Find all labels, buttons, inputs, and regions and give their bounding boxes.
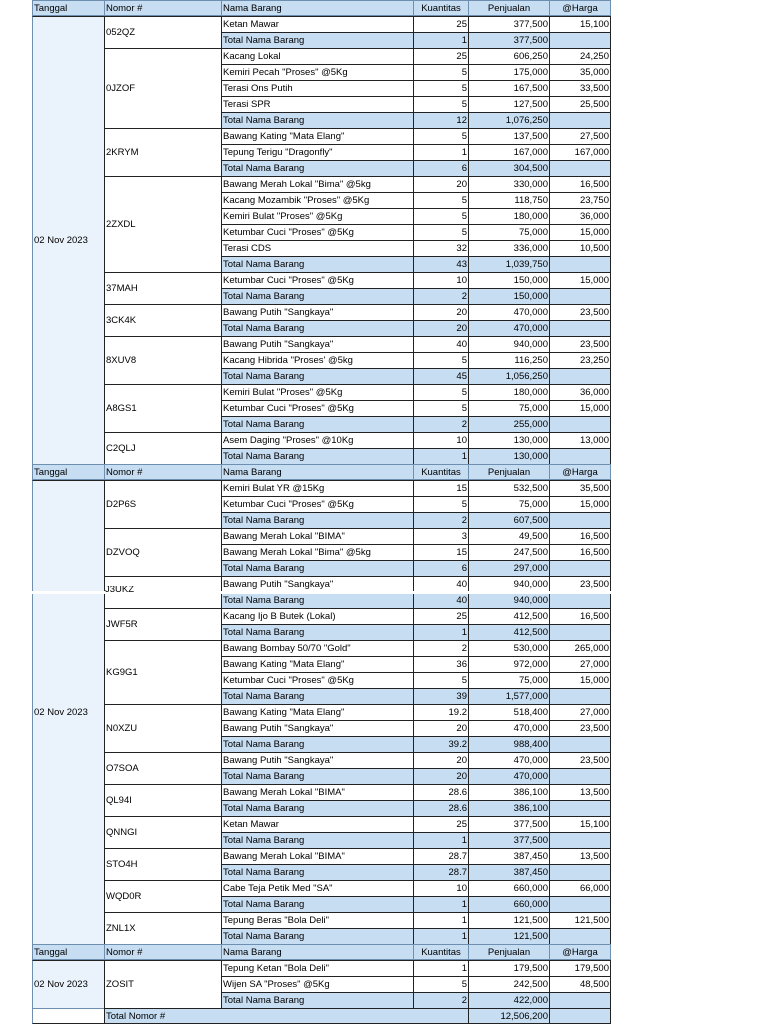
item-name: Ketan Mawar	[221, 816, 413, 832]
subtotal-label: Total Nama Barang	[221, 832, 413, 848]
item-name: Bawang Merah Lokal "Bima" @5kg	[221, 176, 413, 192]
item-name: Kacang Lokal	[221, 48, 413, 64]
subtotal-price	[549, 368, 611, 384]
header-penjualan: Penjualan	[468, 464, 549, 480]
item-sales: 377,500	[468, 816, 549, 832]
subtotal-price	[549, 592, 611, 608]
item-sales: 940,000	[468, 336, 549, 352]
header-harga: @Harga	[549, 464, 611, 480]
header-kuantitas: Kuantitas	[413, 0, 468, 16]
subtotal-quantity: 2	[413, 992, 468, 1008]
item-unit-price: 15,100	[549, 16, 611, 32]
item-name: Bawang Putih "Sangkaya"	[221, 752, 413, 768]
item-name: Kemiri Bulat YR @15Kg	[221, 480, 413, 496]
item-sales: 532,500	[468, 480, 549, 496]
item-unit-price: 24,250	[549, 48, 611, 64]
header-harga: @Harga	[549, 944, 611, 960]
order-number: C2QLJ	[104, 432, 221, 464]
subtotal-label: Total Nama Barang	[221, 112, 413, 128]
subtotal-sales: 255,000	[468, 416, 549, 432]
item-unit-price: 23,250	[549, 352, 611, 368]
item-name: Ketan Mawar	[221, 16, 413, 32]
item-unit-price: 16,500	[549, 176, 611, 192]
subtotal-sales: 377,500	[468, 32, 549, 48]
item-unit-price: 121,500	[549, 912, 611, 928]
item-unit-price: 15,000	[549, 224, 611, 240]
item-unit-price: 15,000	[549, 272, 611, 288]
item-sales: 660,000	[468, 880, 549, 896]
item-name: Kemiri Pecah "Proses" @5Kg	[221, 64, 413, 80]
subtotal-quantity: 20	[413, 768, 468, 784]
item-quantity: 5	[413, 208, 468, 224]
order-number: O7SOA	[104, 752, 221, 784]
order-number: DZVOQ	[104, 528, 221, 576]
item-sales: 972,000	[468, 656, 549, 672]
item-name: Tepung Beras "Bola Deli"	[221, 912, 413, 928]
item-quantity: 5	[413, 64, 468, 80]
item-sales: 49,500	[468, 528, 549, 544]
item-sales: 470,000	[468, 720, 549, 736]
item-name: Tepung Terigu "Dragonfly"	[221, 144, 413, 160]
header-nomor: Nomor #	[104, 944, 221, 960]
subtotal-label: Total Nama Barang	[221, 864, 413, 880]
item-quantity: 5	[413, 96, 468, 112]
subtotal-price	[549, 416, 611, 432]
subtotal-label: Total Nama Barang	[221, 624, 413, 640]
item-name: Bawang Putih "Sangkaya"	[221, 720, 413, 736]
item-unit-price: 23,500	[549, 752, 611, 768]
subtotal-price	[549, 512, 611, 528]
item-quantity: 5	[413, 224, 468, 240]
item-name: Asem Daging "Proses" @10Kg	[221, 432, 413, 448]
subtotal-quantity: 39.2	[413, 736, 468, 752]
item-sales: 530,000	[468, 640, 549, 656]
item-name: Kemiri Bulat "Proses" @5Kg	[221, 208, 413, 224]
item-quantity: 40	[413, 576, 468, 592]
subtotal-label: Total Nama Barang	[221, 256, 413, 272]
item-quantity: 5	[413, 80, 468, 96]
subtotal-sales: 940,000	[468, 592, 549, 608]
subtotal-label: Total Nama Barang	[221, 160, 413, 176]
item-sales: 336,000	[468, 240, 549, 256]
subtotal-quantity: 1	[413, 928, 468, 944]
order-number: 8XUV8	[104, 336, 221, 384]
item-quantity: 5	[413, 976, 468, 992]
order-number: 2ZXDL	[104, 176, 221, 272]
item-quantity: 25	[413, 816, 468, 832]
subtotal-quantity: 1	[413, 448, 468, 464]
item-name: Wijen SA "Proses" @5Kg	[221, 976, 413, 992]
subtotal-quantity: 28.6	[413, 800, 468, 816]
item-name: Kemiri Bulat "Proses" @5Kg	[221, 384, 413, 400]
subtotal-label: Total Nama Barang	[221, 368, 413, 384]
item-quantity: 32	[413, 240, 468, 256]
item-name: Bawang Putih "Sangkaya"	[221, 576, 413, 592]
order-number: 2KRYM	[104, 128, 221, 176]
header-row	[32, 944, 598, 960]
item-name: Bawang Merah Lokal "BIMA"	[221, 784, 413, 800]
item-sales: 167,000	[468, 144, 549, 160]
item-sales: 412,500	[468, 608, 549, 624]
subtotal-price	[549, 736, 611, 752]
item-name: Bawang Merah Lokal "BIMA"	[221, 848, 413, 864]
header-nama-barang: Nama Barang	[221, 464, 413, 480]
item-name: Kacang Mozambik "Proses" @5Kg	[221, 192, 413, 208]
item-quantity: 40	[413, 336, 468, 352]
item-unit-price: 23,500	[549, 304, 611, 320]
item-name: Bawang Merah Lokal "BIMA"	[221, 528, 413, 544]
order-number: A8GS1	[104, 384, 221, 432]
subtotal-sales: 470,000	[468, 320, 549, 336]
item-name: Tepung Ketan "Bola Deli"	[221, 960, 413, 976]
item-name: Terasi Ons Putih	[221, 80, 413, 96]
item-quantity: 1	[413, 144, 468, 160]
item-sales: 121,500	[468, 912, 549, 928]
subtotal-sales: 607,500	[468, 512, 549, 528]
item-quantity: 19.2	[413, 704, 468, 720]
item-sales: 470,000	[468, 752, 549, 768]
item-unit-price: 10,500	[549, 240, 611, 256]
subtotal-sales: 470,000	[468, 768, 549, 784]
subtotal-price	[549, 288, 611, 304]
item-quantity: 28.7	[413, 848, 468, 864]
subtotal-quantity: 1	[413, 832, 468, 848]
subtotal-label: Total Nama Barang	[221, 896, 413, 912]
item-quantity: 15	[413, 480, 468, 496]
item-unit-price: 48,500	[549, 976, 611, 992]
order-number: N0XZU	[104, 704, 221, 752]
subtotal-quantity: 28.7	[413, 864, 468, 880]
item-unit-price: 16,500	[549, 544, 611, 560]
item-name: Bawang Bombay 50/70 "Gold"	[221, 640, 413, 656]
grand-total-price	[549, 1008, 611, 1024]
subtotal-price	[549, 256, 611, 272]
order-number: QNNGI	[104, 816, 221, 848]
item-name: Ketumbar Cuci "Proses" @5Kg	[221, 272, 413, 288]
subtotal-sales: 660,000	[468, 896, 549, 912]
item-name: Kacang Hibrida "Proses' @5kg	[221, 352, 413, 368]
item-unit-price: 23,750	[549, 192, 611, 208]
subtotal-price	[549, 896, 611, 912]
subtotal-label: Total Nama Barang	[221, 768, 413, 784]
header-kuantitas: Kuantitas	[413, 464, 468, 480]
item-quantity: 5	[413, 384, 468, 400]
item-quantity: 20	[413, 176, 468, 192]
subtotal-price	[549, 864, 611, 880]
item-quantity: 25	[413, 48, 468, 64]
subtotal-quantity: 20	[413, 320, 468, 336]
item-name: Ketumbar Cuci "Proses" @5Kg	[221, 496, 413, 512]
item-quantity: 20	[413, 752, 468, 768]
item-quantity: 5	[413, 128, 468, 144]
subtotal-sales: 1,039,750	[468, 256, 549, 272]
item-sales: 470,000	[468, 304, 549, 320]
header-nomor: Nomor #	[104, 0, 221, 16]
subtotal-sales: 387,450	[468, 864, 549, 880]
order-date: 02 Nov 2023	[32, 480, 104, 944]
item-unit-price: 27,000	[549, 704, 611, 720]
subtotal-price	[549, 832, 611, 848]
subtotal-sales: 412,500	[468, 624, 549, 640]
item-unit-price: 35,500	[549, 480, 611, 496]
order-number: KG9G1	[104, 640, 221, 704]
item-quantity: 3	[413, 528, 468, 544]
subtotal-quantity: 6	[413, 160, 468, 176]
order-number: QL94I	[104, 784, 221, 816]
subtotal-quantity: 6	[413, 560, 468, 576]
subtotal-quantity: 1	[413, 896, 468, 912]
header-penjualan: Penjualan	[468, 0, 549, 16]
item-sales: 247,500	[468, 544, 549, 560]
item-unit-price: 27,500	[549, 128, 611, 144]
subtotal-sales: 150,000	[468, 288, 549, 304]
subtotal-sales: 1,056,250	[468, 368, 549, 384]
page-break-order-fragment: J3UKZ	[105, 586, 135, 592]
item-name: Bawang Kating "Mata Elang"	[221, 128, 413, 144]
item-sales: 180,000	[468, 208, 549, 224]
item-sales: 150,000	[468, 272, 549, 288]
item-unit-price: 13,000	[549, 432, 611, 448]
item-quantity: 28.6	[413, 784, 468, 800]
header-row	[32, 464, 598, 480]
header-harga: @Harga	[549, 0, 611, 16]
subtotal-label: Total Nama Barang	[221, 592, 413, 608]
item-name: Kacang Ijo B Butek (Lokal)	[221, 608, 413, 624]
subtotal-quantity: 1	[413, 32, 468, 48]
item-sales: 118,750	[468, 192, 549, 208]
item-unit-price: 33,500	[549, 80, 611, 96]
subtotal-quantity: 2	[413, 512, 468, 528]
item-name: Ketumbar Cuci "Proses" @5Kg	[221, 672, 413, 688]
subtotal-label: Total Nama Barang	[221, 32, 413, 48]
subtotal-label: Total Nama Barang	[221, 688, 413, 704]
header-tanggal: Tanggal	[32, 944, 104, 960]
subtotal-sales: 377,500	[468, 832, 549, 848]
grand-total-row	[32, 1008, 579, 1024]
subtotal-quantity: 1	[413, 624, 468, 640]
order-date: 02 Nov 2023	[32, 960, 104, 1008]
subtotal-quantity: 2	[413, 288, 468, 304]
item-unit-price: 35,000	[549, 64, 611, 80]
item-quantity: 20	[413, 720, 468, 736]
item-quantity: 10	[413, 880, 468, 896]
item-unit-price: 16,500	[549, 608, 611, 624]
item-unit-price: 25,500	[549, 96, 611, 112]
grand-total-blank	[32, 1008, 104, 1024]
subtotal-price	[549, 448, 611, 464]
subtotal-price	[549, 32, 611, 48]
item-quantity: 5	[413, 352, 468, 368]
item-quantity: 20	[413, 304, 468, 320]
subtotal-sales: 1,076,250	[468, 112, 549, 128]
item-sales: 377,500	[468, 16, 549, 32]
order-number: 3CK4K	[104, 304, 221, 336]
item-sales: 387,450	[468, 848, 549, 864]
order-number: 052QZ	[104, 16, 221, 48]
item-sales: 940,000	[468, 576, 549, 592]
header-tanggal: Tanggal	[32, 464, 104, 480]
item-name: Bawang Kating "Mata Elang"	[221, 656, 413, 672]
item-sales: 167,500	[468, 80, 549, 96]
item-unit-price: 179,500	[549, 960, 611, 976]
subtotal-quantity: 12	[413, 112, 468, 128]
item-name: Bawang Putih "Sangkaya"	[221, 336, 413, 352]
header-row	[32, 0, 598, 16]
item-sales: 179,500	[468, 960, 549, 976]
subtotal-quantity: 40	[413, 592, 468, 608]
subtotal-price	[549, 624, 611, 640]
order-number: D2P6S	[104, 480, 221, 528]
subtotal-label: Total Nama Barang	[221, 512, 413, 528]
order-number: 37MAH	[104, 272, 221, 304]
subtotal-label: Total Nama Barang	[221, 320, 413, 336]
item-unit-price: 13,500	[549, 784, 611, 800]
item-unit-price: 36,000	[549, 208, 611, 224]
item-name: Terasi SPR	[221, 96, 413, 112]
subtotal-label: Total Nama Barang	[221, 288, 413, 304]
item-quantity: 25	[413, 608, 468, 624]
item-quantity: 2	[413, 640, 468, 656]
item-sales: 242,500	[468, 976, 549, 992]
subtotal-label: Total Nama Barang	[221, 928, 413, 944]
item-sales: 137,500	[468, 128, 549, 144]
item-sales: 127,500	[468, 96, 549, 112]
subtotal-sales: 988,400	[468, 736, 549, 752]
item-unit-price: 13,500	[549, 848, 611, 864]
header-tanggal: Tanggal	[32, 0, 104, 16]
item-unit-price: 23,500	[549, 576, 611, 592]
subtotal-sales: 422,000	[468, 992, 549, 1008]
order-date: 02 Nov 2023	[32, 16, 104, 464]
item-unit-price: 27,000	[549, 656, 611, 672]
item-quantity: 5	[413, 672, 468, 688]
item-sales: 180,000	[468, 384, 549, 400]
order-number: 0JZOF	[104, 48, 221, 128]
item-quantity: 10	[413, 432, 468, 448]
item-unit-price: 23,500	[549, 336, 611, 352]
order-number: ZOSIT	[104, 960, 221, 1008]
item-unit-price: 66,000	[549, 880, 611, 896]
item-sales: 518,400	[468, 704, 549, 720]
item-unit-price: 15,000	[549, 672, 611, 688]
subtotal-price	[549, 320, 611, 336]
header-kuantitas: Kuantitas	[413, 944, 468, 960]
header-nomor: Nomor #	[104, 464, 221, 480]
item-quantity: 5	[413, 400, 468, 416]
item-sales: 175,000	[468, 64, 549, 80]
item-sales: 330,000	[468, 176, 549, 192]
subtotal-label: Total Nama Barang	[221, 800, 413, 816]
subtotal-quantity: 43	[413, 256, 468, 272]
item-sales: 75,000	[468, 224, 549, 240]
sales-report-table	[32, 0, 609, 1024]
subtotal-label: Total Nama Barang	[221, 736, 413, 752]
subtotal-label: Total Nama Barang	[221, 416, 413, 432]
header-penjualan: Penjualan	[468, 944, 549, 960]
grand-total-sales: 12,506,200	[468, 1008, 549, 1024]
header-nama-barang: Nama Barang	[221, 944, 413, 960]
subtotal-price	[549, 928, 611, 944]
item-quantity: 25	[413, 16, 468, 32]
item-name: Bawang Kating "Mata Elang"	[221, 704, 413, 720]
order-number: WQD0R	[104, 880, 221, 912]
subtotal-price	[549, 560, 611, 576]
item-sales: 130,000	[468, 432, 549, 448]
subtotal-price	[549, 112, 611, 128]
item-sales: 75,000	[468, 672, 549, 688]
subtotal-price	[549, 688, 611, 704]
grand-total-label: Total Nomor #	[104, 1008, 468, 1024]
item-unit-price: 23,500	[549, 720, 611, 736]
item-unit-price: 16,500	[549, 528, 611, 544]
subtotal-sales: 386,100	[468, 800, 549, 816]
item-quantity: 5	[413, 496, 468, 512]
subtotal-sales: 297,000	[468, 560, 549, 576]
subtotal-sales: 304,500	[468, 160, 549, 176]
subtotal-sales: 121,500	[468, 928, 549, 944]
item-unit-price: 15,000	[549, 400, 611, 416]
item-sales: 75,000	[468, 496, 549, 512]
header-nama-barang: Nama Barang	[221, 0, 413, 16]
item-unit-price: 167,000	[549, 144, 611, 160]
subtotal-sales: 130,000	[468, 448, 549, 464]
order-number: STO4H	[104, 848, 221, 880]
subtotal-sales: 1,577,000	[468, 688, 549, 704]
item-quantity: 5	[413, 192, 468, 208]
item-quantity: 10	[413, 272, 468, 288]
item-quantity: 1	[413, 912, 468, 928]
item-sales: 75,000	[468, 400, 549, 416]
item-unit-price: 15,000	[549, 496, 611, 512]
item-quantity: 15	[413, 544, 468, 560]
item-sales: 116,250	[468, 352, 549, 368]
order-number: ZNL1X	[104, 912, 221, 944]
subtotal-label: Total Nama Barang	[221, 992, 413, 1008]
item-quantity: 1	[413, 960, 468, 976]
item-name: Ketumbar Cuci "Proses" @5Kg	[221, 224, 413, 240]
subtotal-quantity: 2	[413, 416, 468, 432]
item-name: Terasi CDS	[221, 240, 413, 256]
subtotal-quantity: 45	[413, 368, 468, 384]
subtotal-price	[549, 160, 611, 176]
item-unit-price: 265,000	[549, 640, 611, 656]
subtotal-label: Total Nama Barang	[221, 448, 413, 464]
subtotal-price	[549, 800, 611, 816]
item-quantity: 36	[413, 656, 468, 672]
item-unit-price: 15,100	[549, 816, 611, 832]
item-name: Bawang Merah Lokal "Bima" @5kg	[221, 544, 413, 560]
item-name: Bawang Putih "Sangkaya"	[221, 304, 413, 320]
item-sales: 606,250	[468, 48, 549, 64]
subtotal-label: Total Nama Barang	[221, 560, 413, 576]
item-name: Ketumbar Cuci "Proses" @5Kg	[221, 400, 413, 416]
subtotal-price	[549, 992, 611, 1008]
item-sales: 386,100	[468, 784, 549, 800]
item-unit-price: 36,000	[549, 384, 611, 400]
item-name: Cabe Teja Petik Med "SA"	[221, 880, 413, 896]
subtotal-price	[549, 768, 611, 784]
order-number: JWF5R	[104, 608, 221, 640]
subtotal-quantity: 39	[413, 688, 468, 704]
